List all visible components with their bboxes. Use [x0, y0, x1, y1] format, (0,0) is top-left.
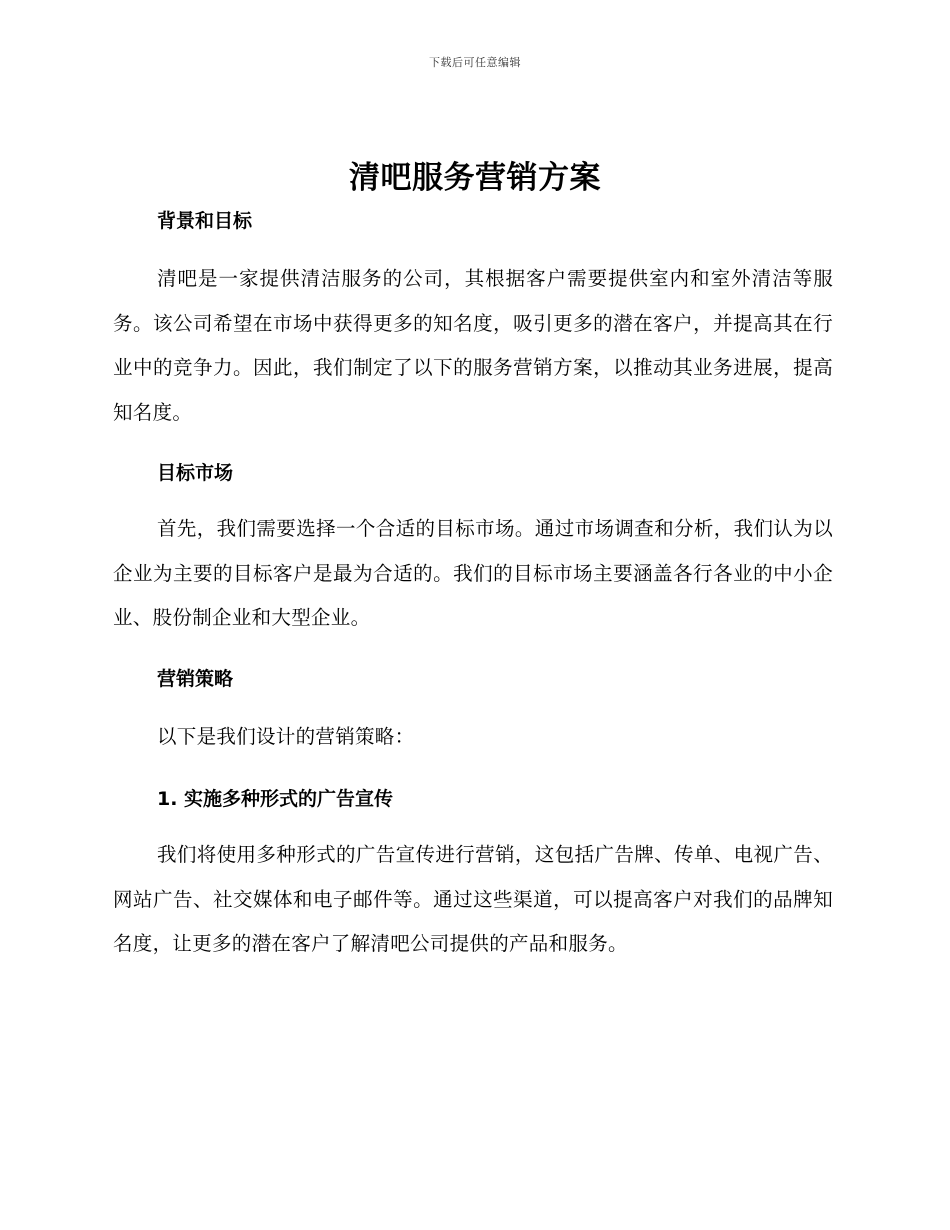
- section-paragraph-strategy: 以下是我们设计的营销策略：: [157, 724, 415, 748]
- header-note: 下载后可任意编辑: [429, 56, 521, 69]
- section-paragraph-background: 清吧是一家提供清洁服务的公司，其根据客户需要提供室内和室外清洁等服务。该公司希望在市场中获得更多的知名度，吸引更多的潜在客户，并提高其在行业中的竞争力。因此，我们制定了以下的服务营销方案，以推动其业务进展，提高知名度。: [113, 267, 833, 424]
- section-heading-target-market: 目标市场: [157, 462, 234, 484]
- section-heading-advertising: 1. 实施多种形式的广告宣传: [157, 788, 394, 810]
- section-heading-strategy: 营销策略: [157, 667, 234, 690]
- document-body: [113, 205, 833, 967]
- section-heading-background: 背景和目标: [157, 210, 253, 232]
- section-paragraph-target-market: 首先，我们需要选择一个合适的目标市场。通过市场调查和分析，我们认为以企业为主要的目标客户是最为合适的。我们的目标市场主要涵盖各行各业的中小企业、股份制企业和大型企业。: [113, 517, 833, 629]
- section-paragraph-advertising: 我们将使用多种形式的广告宣传进行营销，这包括广告牌、传单、电视广告、网站广告、社交媒体和电子邮件等。通过这些渠道，可以提高客户对我们的品牌知名度，让更多的潜在客户了解清吧公司提供的产品和服务。: [113, 843, 833, 955]
- document-title: 清吧服务营销方案: [349, 160, 601, 196]
